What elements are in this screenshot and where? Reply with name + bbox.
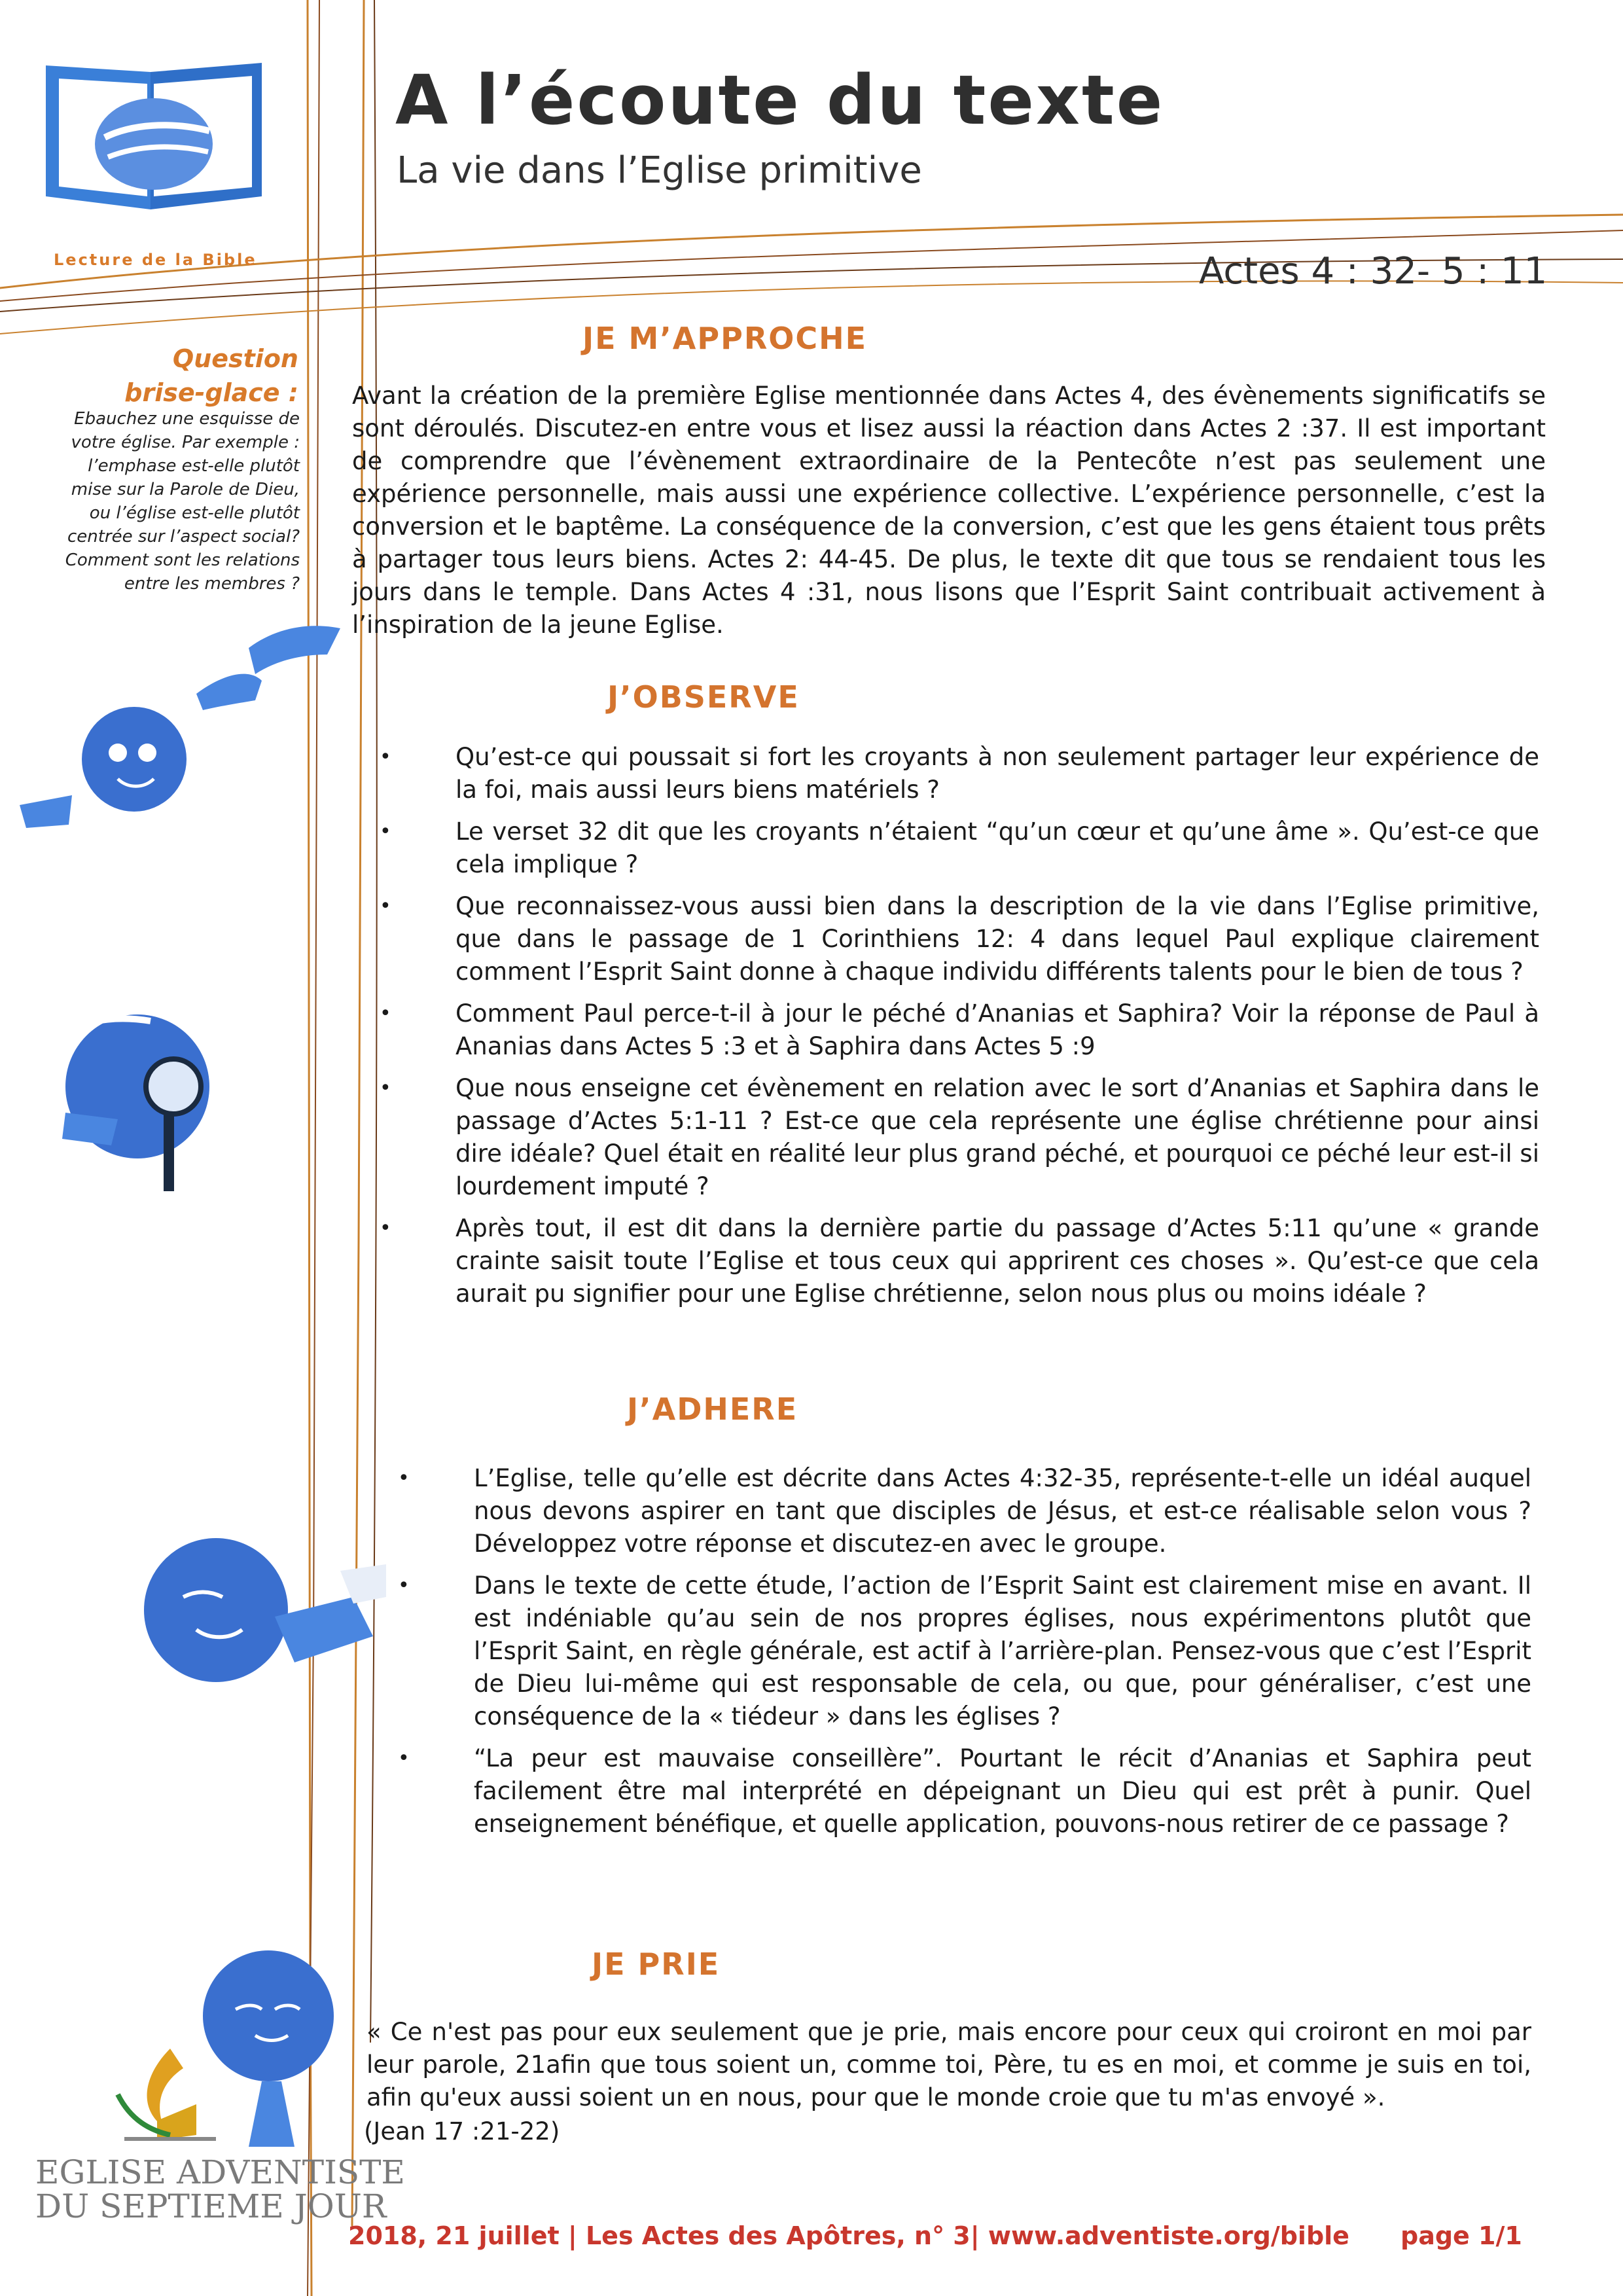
section-title-approche: JE M’APPROCHE — [582, 321, 868, 356]
bullet-icon: • — [398, 1467, 410, 1490]
icebreaker-text: Ebauchez une esquisse de votre église. Par exemple : l’emphase est-elle plutôt mise sur la Parole de Dieu, ou l’église est-elle plutôt centrée sur l’aspect social? Comment sont les relations entre les membres ? — [65, 409, 300, 594]
question-text: Après tout, il est dit dans la dernière partie du passage d’Actes 5:11 qu’une « grande crainte saisit toute l’Eglise et tous ceux qui apprirent ces choses ». Qu’est-ce que cela aurait pu signifier pour une Eglise chrétienne, selon nous plus ou moins idéale ? — [455, 1214, 1539, 1308]
bible-book-logo-icon — [46, 63, 262, 209]
section-title-observe: J’OBSERVE — [607, 679, 800, 715]
bullet-icon: • — [398, 1747, 410, 1770]
bullet-icon: • — [380, 1002, 391, 1025]
bullet-icon: • — [380, 745, 391, 768]
church-name-line2: DU SEPTIEME JOUR — [35, 2187, 387, 2225]
icebreaker-title: Question brise-glace : — [124, 344, 298, 407]
blue-figure-praying-icon — [203, 1950, 334, 2147]
scripture-reference: Actes 4 : 32- 5 : 11 — [1199, 250, 1548, 293]
question-text: Dans le texte de cette étude, l’action de l’Esprit Saint est clairement mise en avant. Il est indéniable qu’au sein de nos propres églises, nous expérimentons plutôt que l’Esprit Saint, en règle générale, est actif à l’arrière-plan. Pensez-vous que c’est l’Esprit de Dieu lui-même qui est responsable de cela, ou que, pour généraliser, c’est une conséquence de la « tiédeur » dans les églises ? — [474, 1571, 1531, 1731]
section-title-adhere: J’ADHERE — [627, 1391, 798, 1427]
list-item — [398, 1570, 1531, 1733]
observe-question-list — [380, 741, 1539, 1319]
question-text: Qu’est-ce qui poussait si fort les croyants à non seulement partager leur expérience de la foi, mais aussi leurs biens matériels ? — [455, 743, 1539, 804]
list-item — [380, 816, 1539, 881]
prayer-reference: (Jean 17 :21-22) — [364, 2117, 560, 2145]
question-text: L’Eglise, telle qu’elle est décrite dans Actes 4:32-35, représente-t-elle un idéal auquel nous devons aspirer en tant que disciples de Jésus, et est-ce réalisable selon vous ? Développez votre réponse et discutez-en avec le groupe. — [474, 1464, 1531, 1558]
adhere-question-list — [398, 1462, 1531, 1850]
list-item — [380, 1072, 1539, 1203]
page-subtitle: La vie dans l’Eglise primitive — [397, 149, 922, 192]
bullet-icon: • — [380, 1077, 391, 1100]
question-text: Le verset 32 dit que les croyants n’étaient “qu’un cœur et qu’une âme ». Qu’est-ce que cela implique ? — [455, 817, 1539, 878]
church-name-line1: EGLISE ADVENTISTE — [35, 2153, 405, 2191]
bullet-icon: • — [380, 1217, 391, 1240]
approche-paragraph: Avant la création de la première Eglise mentionnée dans Actes 4, des évènements significatifs se sont déroulés. Discutez-en entre vous et lisez aussi la réaction dans Actes 2 :37. Il est important de comprendre que l’évènement extraordinaire de la Pentecôte n’est pas seulement une expérience personnelle, mais aussi une expérience collective. L’expérience personnelle, c’est la conversion et le baptême. La conséquence de la conversion, c’est que les gens étaient tous prêts à partager tous leurs biens. Actes 2: 44-45. De plus, le texte dit que tous se rendaient tous les jours dans le temple. Dans Actes 4 :31, nous lisons que l’Esprit Saint contribuait activement à l’inspiration de la jeune Eglise. — [352, 382, 1546, 639]
question-text: Comment Paul perce-t-il à jour le péché d’Ananias et Saphira? Voir la réponse de Paul à Ananias dans Actes 5 :3 et à Saphira dans Actes 5 :9 — [455, 999, 1539, 1060]
list-item — [380, 1212, 1539, 1310]
bullet-icon: • — [380, 820, 391, 843]
blue-figure-reaching-icon — [20, 626, 340, 828]
question-text: “La peur est mauvaise conseillère”. Pourtant le récit d’Ananias et Saphira peut facilement être mal interprété en dépeignant un Dieu qui est prêt à punir. Quel enseignement bénéfique, et quelle application, pouvons-nous retirer de ce passage ? — [474, 1744, 1531, 1838]
question-text: Que nous enseigne cet évènement en relation avec le sort d’Ananias et Saphira dans le passage d’Actes 5:1-11 ? Est-ce que cela représente une église chrétienne pour ainsi dire idéale? Quel était en réalité leur plus grand péché, et pourquoi ce péché leur est-il si lourdement imputé ? — [455, 1074, 1539, 1200]
list-item — [380, 997, 1539, 1063]
logo-caption: Lecture de la Bible — [54, 251, 257, 269]
blue-figure-magnifier-icon — [39, 1014, 209, 1191]
bullet-icon: • — [380, 895, 391, 918]
page-title: A l’écoute du texte — [395, 60, 1165, 140]
list-item — [398, 1462, 1531, 1560]
blue-figure-handshake-icon — [144, 1538, 386, 1682]
adventist-flame-logo-icon — [118, 2049, 216, 2140]
section-title-prie: JE PRIE — [592, 1946, 721, 1982]
prayer-paragraph: « Ce n'est pas pour eux seulement que je prie, mais encore pour ceux qui croiront en moi par leur parole, 21afin que tous soient un, comme toi, Père, tu es en moi, et comme je suis en toi, afin qu'eux aussi soient un en nous, pour que le monde croie que tu m'as envoyé ». — [366, 2018, 1531, 2111]
bullet-icon: • — [398, 1574, 410, 1597]
list-item — [380, 741, 1539, 806]
footer-info: 2018, 21 juillet | Les Actes des Apôtres, n° 3| www.adventiste.org/bible — [348, 2221, 1349, 2250]
list-item — [380, 890, 1539, 988]
question-text: Que reconnaissez-vous aussi bien dans la description de la vie dans l’Eglise primitive, que dans le passage de 1 Corinthiens 12: 4 dans lequel Paul explique clairement comment l’Esprit Saint donne à chaque individu différents talents pour le bien de tous ? — [455, 892, 1539, 986]
page-number: page 1/1 — [1400, 2221, 1522, 2250]
list-item — [398, 1742, 1531, 1840]
